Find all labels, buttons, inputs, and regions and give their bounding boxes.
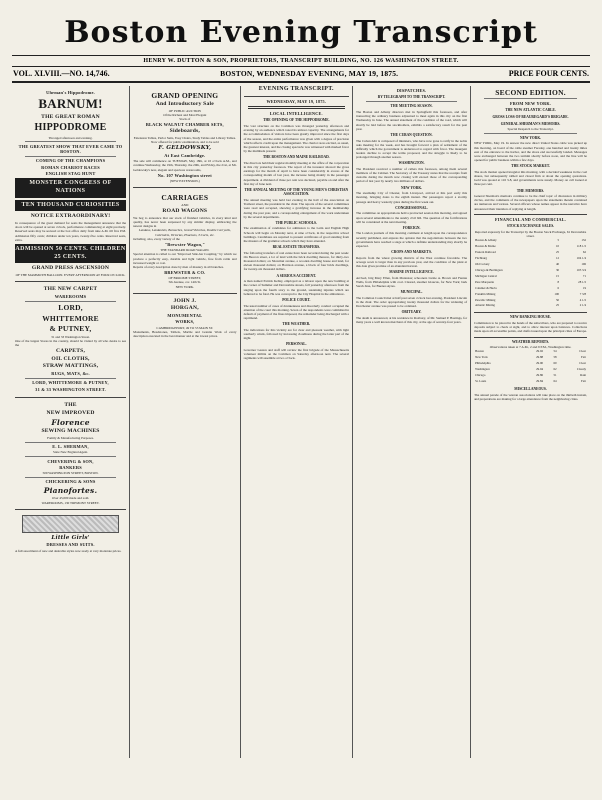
weather-sky: Clear xyxy=(579,349,586,354)
brewster-address: OF BROOME STREET, xyxy=(168,276,202,281)
stock-shares: 50 xyxy=(555,297,560,302)
news-headline: A SERIOUS ACCIDENT. xyxy=(276,273,317,278)
stock-name: Boston & Albany xyxy=(475,237,497,242)
news-headline: OBITUARY. xyxy=(401,310,422,315)
florence-head-1: THE xyxy=(64,401,77,408)
ad-grand-ascension: GRAND PRESS ASCENSION xyxy=(31,265,110,272)
florence-head-4: SEWING MACHINES xyxy=(41,428,100,435)
paper-title: Boston Evening Transcript xyxy=(64,15,538,50)
horgan-head-1: JOHN J. xyxy=(173,297,197,304)
news-headline: THE OPENING OF THE HIPPODROME. xyxy=(263,118,330,123)
auction-address: No. 107 Washington street xyxy=(157,172,212,178)
dispatches-head: DISPATCHES. xyxy=(396,88,427,93)
weather-note: Observations taken at 7 A.M., 2 and 9 P.M., Washington time. xyxy=(489,345,572,350)
issue-date: WEDNESDAY, MAY 19, 1875. xyxy=(266,98,327,104)
divider xyxy=(25,477,116,478)
price-label: PRICE FOUR CENTS. xyxy=(508,69,589,78)
from-new-york-head: FROM NEW YORK. xyxy=(509,101,552,106)
auction-line-1: Of the Richest and Most Elegant xyxy=(163,112,207,117)
carpet-address: 31 and 33 Washington Street. xyxy=(51,334,90,339)
weather-sky: Fair xyxy=(581,355,586,360)
weather-temp: 54 xyxy=(553,349,557,354)
auction-sub: OF PUBLIC AUCTION xyxy=(168,108,201,113)
column-5 xyxy=(470,86,590,758)
auction-extension: (NEW EXTENSION.) xyxy=(169,179,200,184)
financial-commercial-head: FINANCIAL AND COMMERCIAL. xyxy=(495,216,567,222)
stock-price: 2 1/4 xyxy=(579,303,586,308)
divider xyxy=(25,156,116,157)
divider xyxy=(484,133,577,134)
brewster-city: NEW YORK. xyxy=(175,284,194,289)
weather-bar: 29.90 xyxy=(536,361,544,366)
page-columns xyxy=(12,86,590,758)
banking-house-body: Commission to be placed in the hands of the subscribers, who are prepared to receive deposits subject to check at sight, and to allow interest upon balances. Collections made upon all accessible points, and drafts issued upon the principal cities of Europe. xyxy=(474,321,587,334)
ad-little-girls-dresses[interactable] xyxy=(15,510,126,557)
news-body: The steamship City of Chester, from Liverpool, arrived at this port early this morning, bringing dates to the eighth instant. Her passengers report a stormy passage and heavy westerly gales during the first week out. xyxy=(356,191,468,204)
grand-opening-head: GRAND OPENING xyxy=(151,90,219,100)
ad-hippodrome-title: HIPPODROME xyxy=(34,122,107,134)
news-headline: THE WEATHER. xyxy=(282,322,311,327)
auction-line-4: Now offered for public examination, and to be sold xyxy=(151,140,219,145)
carriages-head: CARRIAGES xyxy=(161,192,209,202)
news-item xyxy=(356,133,467,159)
divider xyxy=(25,378,116,379)
evening-transcript-head: EVENING TRANSCRIPT. xyxy=(244,86,349,97)
stock-name: Eastern Railroad xyxy=(475,249,496,254)
local-intelligence-head: LOCAL INTELLIGENCE. xyxy=(269,111,323,117)
ad-notice-body: In consequence of the great demand for seats the management announce that the doors will be opened at seven o'clock, performance commencing at eight precisely. Reserved seats may be secured at the box office daily from nine A.M. till five P.M. Admission fifty cents; children under ten years, twenty-five cents. Reserved seats, extra. xyxy=(15,221,127,242)
bank-agent-3: 509 WASHINGTON STREET, BOSTON. xyxy=(42,471,99,476)
carpet-list-2: OIL CLOTHS, xyxy=(51,355,90,362)
stock-shares: 30 xyxy=(555,267,560,272)
news-item xyxy=(244,118,349,153)
ad-carpet-warerooms[interactable] xyxy=(15,282,126,398)
news-headline: FOREIGN. xyxy=(402,225,421,230)
news-body: The London journals of this morning comment at length upon the correspondence recently published, and express the opinion that the negotiations between the two governments have reached a stage at which a definite understanding may shortly be expected. xyxy=(356,231,468,248)
news-item xyxy=(244,322,349,340)
stock-price: 28 1/2 xyxy=(578,279,586,284)
news-body: The annual meeting was held last evening in the hall of the association on Tremont street, the president in the chair. The reports of the several committees were read and accepted, showing a gratifying increase in the membership during the past year, and a corresponding enlargement of the work undertaken by the several departments. xyxy=(243,198,349,219)
ad-block-3: ENGLISH STAG HUNT xyxy=(45,171,96,177)
stock-price: 62 xyxy=(582,249,586,254)
brewster-body-3: Repairs of every description done by men of mastery in all branches. xyxy=(133,264,224,269)
stock-report-note: Reported expressly for the Transcript by the Boston Stock Exchange, 61 Devonshire street. xyxy=(474,229,587,238)
news-body: The Cuban debt is composed of ministers, who have now gone to ratify in the noble asks meeting for the week, and has brought forward a plan of settlement of the difficulty which the government is understood to regard with favor. The insurgent leaders decline to accept the terms proposed, and the struggle is likely to be prolonged through another season. xyxy=(356,138,468,160)
carpet-firm-3: & PUTNEY, xyxy=(49,324,92,334)
stock-shares: 8 xyxy=(557,279,560,284)
column-2 xyxy=(129,86,240,758)
weather-sky: Clear xyxy=(579,361,586,366)
carpet-list-1: CARPETS, xyxy=(55,347,86,354)
brewster-signature: BREWSTER & CO. xyxy=(164,270,206,276)
news-headline: THE PUBLIC SCHOOLS. xyxy=(275,220,317,225)
stock-name: Franklin Mining xyxy=(475,291,496,296)
stock-price: 118 1/2 xyxy=(576,243,586,248)
ad-headline-barnum: BARNUM! xyxy=(38,96,103,112)
horgan-address: CAMBRIDGEPORT, 49 TO 53 MAIN ST. xyxy=(156,325,214,330)
news-body: Governor Gaston and staff will review the first brigade of the Massachusetts volunteer militia on the Common on Saturday afternoon next. The several regiments will assemble at two o'clock. xyxy=(243,347,349,361)
stock-shares: 25 xyxy=(555,303,560,308)
divider xyxy=(474,214,587,215)
stock-name: Michigan Central xyxy=(475,273,497,278)
news-body: The directors held their regular monthly meeting at the office of the corporation in this city yesterday forenoon. The report of the treasurer showed the gross earnings for the month of April to have been considerably in excess of the corresponding month of last year, the increase being mainly in the passenger department. A dividend of three per cent was declared, payable on and after the first day of June next. xyxy=(243,160,349,186)
weather-bar: 29.88 xyxy=(536,355,544,360)
news-headline: THE STOCK MARKET. xyxy=(511,164,550,169)
news-item xyxy=(356,206,467,224)
stock-name: Boston & Maine xyxy=(475,243,496,248)
atlantic-cable-head: THE NEW ATLANTIC CABLE. xyxy=(505,108,556,113)
brewster-body-2: Special attention is called to our "Improved Side-bar Coupling," by which we produce a perfectly easy, durable and light vehicle, free from rattle and increased weight or cost. xyxy=(133,252,237,265)
news-headline: THE BOSTON AND MAINE RAILROAD. xyxy=(263,155,330,160)
news-item xyxy=(244,188,349,219)
ad-grand-opening-auction[interactable] xyxy=(133,86,237,188)
ad-florence-sewing[interactable] xyxy=(15,398,126,510)
weather-temp: 58 xyxy=(553,355,557,360)
horgan-body: Monuments, Headstones, Tablets, Marble and Granite Work of every description executed in the best manner and at the lowest prices. xyxy=(133,329,237,338)
stock-shares: 15 xyxy=(555,273,560,278)
weather-temp: 51 xyxy=(553,373,557,378)
florence-head-3: Florence xyxy=(51,417,90,427)
chickering-address: WAREROOMS, 130 TREMONT STREET. xyxy=(41,500,100,505)
florence-agent-2: State New England Agent. xyxy=(53,450,89,455)
carpet-list-3: STRAW MATTINGS, xyxy=(42,363,99,370)
weather-sky: Cloudy xyxy=(576,367,586,372)
ad-tagline: Thronged afternoon and evening. xyxy=(48,135,93,140)
news-headline: MARINE INTELLIGENCE. xyxy=(389,270,434,275)
weather-bar: 29.92 xyxy=(536,349,544,354)
ad-block-2: ROMAN CHARIOT RACES xyxy=(41,164,100,170)
weather-sky: Fair xyxy=(581,378,586,383)
news-item xyxy=(474,387,587,401)
little-girls-head: Little Girls' xyxy=(51,534,90,541)
ad-block-5: TEN THOUSAND CURIOSITIES xyxy=(15,200,126,212)
stock-price: 71 xyxy=(582,273,586,278)
ad-notice-head: NOTICE EXTRAORDINARY! xyxy=(30,213,111,220)
weather-city: Boston xyxy=(475,349,484,354)
news-body: The vast structure on the Common was thronged yesterday afternoon and evening by an audience which taxed its utmost capacity. The arrangements for the accommodation of visitors have been greatly improved since the first days of the season, and the entire performance was given with a degree of precision which reflects credit upon the management. The chariot races excited, as usual, the greatest interest, and the closing spectacle was witnessed with marked favor by the multitude present. xyxy=(243,124,349,154)
introductory-sale-head: And Introductory Sale xyxy=(155,101,214,107)
florence-sub: Family & Manufacturing Purposes. xyxy=(47,436,94,441)
masthead-subline: HENRY W. DUTTON & SON, PROPRIETORS, TRANSCRIPT BUILDING, NO. 126 WASHINGTON STREET. xyxy=(12,55,590,67)
news-item xyxy=(356,186,467,204)
weather-reports-head: WEATHER REPORTS. xyxy=(511,339,550,344)
carpet-head-2: WAREROOMS xyxy=(54,293,87,299)
news-body: The President received a number of callers this forenoon, among them several members of the Cabinet. The Secretary of the Treasury states that the receipts from customs during the month now closing will exceed those of the corresponding period of last year by nearly two millions of dollars. xyxy=(356,166,468,184)
carriages-list: Landaus, Landaulets, Barouches, Grand Victorias, Double Carryalls, Cabriolets, Victorias, Phaetons, T-Carts, etc. xyxy=(138,228,231,237)
stock-shares: 5 xyxy=(557,237,560,242)
carpet-list-4: RUGS, MATS, &c. xyxy=(51,371,90,377)
divider xyxy=(25,141,116,142)
auction-line-3: Extension Tables, Parlor Suits, Easy Chairs, Study Tables and Library Tables. xyxy=(133,136,236,141)
news-body: The committee on appropriations held a protracted session this morning, and agreed upon several amendments to the sundry civil bill. The question of the fortifications will be considered at the next meeting. xyxy=(356,211,468,224)
stock-shares: 6 xyxy=(557,285,560,290)
auction-line-2: Stock of xyxy=(179,116,191,121)
news-body: The death is announced, at his residence in Roxbury, of Mr. Samuel P. Hastings, for many years a well known merchant of this city, at the age of seventy-four years. xyxy=(356,316,468,325)
news-headline: NEW YORK. xyxy=(520,135,542,140)
dress-illustration xyxy=(22,515,120,533)
news-body: The usual number of cases of drunkenness and disorderly conduct occupied the attention of the court this morning. Seven of the respondents were committed in default of payment of the fines imposed, the remainder being discharged with a reprimand. xyxy=(243,303,349,321)
weather-bar: 29.94 xyxy=(536,367,544,372)
ad-subhead: THE GREAT ROMAN xyxy=(41,113,100,120)
carpet-foot-1: LORD, WHITTEMORE & PUTNEY, xyxy=(32,380,109,386)
news-item xyxy=(244,221,349,243)
banking-house-head: NEW BANKING HOUSE. xyxy=(510,315,552,320)
carriages-and: AND xyxy=(181,203,189,208)
stock-price: 103 3/4 xyxy=(576,267,586,272)
stock-name: Old Colony xyxy=(475,261,490,266)
bank-agent-2: BANKERS xyxy=(59,464,82,470)
news-item xyxy=(356,270,467,288)
little-girls-body: A full assortment of new and desirable styles now ready at very moderate prices. xyxy=(15,548,122,553)
special-despatch-note: Special Despatch to the Transcript. xyxy=(507,127,554,132)
news-headline: MUNICIPAL. xyxy=(400,290,423,295)
stock-price: 104 1/4 xyxy=(576,255,586,260)
column-4 xyxy=(352,86,470,758)
stock-shares: 40 xyxy=(555,261,560,266)
divider xyxy=(474,337,587,338)
weather-table xyxy=(474,349,587,385)
weather-temp: 62 xyxy=(553,367,557,372)
news-body: The indications for this vicinity are for clear and pleasant weather, with light southerly winds, followed by increasing cloudiness during the latter part of the night. xyxy=(243,327,349,341)
weather-city: St. Louis xyxy=(475,378,487,383)
florence-head-2: NEW IMPROVED xyxy=(46,409,95,416)
news-item xyxy=(244,245,349,271)
carpet-firm-2: WHITTEMORE xyxy=(42,313,99,323)
news-headline: CONGRESSIONAL. xyxy=(395,205,428,210)
stock-price: 7 3/8 xyxy=(579,291,586,296)
weather-table-body xyxy=(474,349,587,385)
news-body: The examination of candidates for admission to the Latin and English High Schools will begin on Monday next, at nine o'clock, in the respective school buildings. Candidates are required to present certificates of good standing from the masters of the grammar schools which they have attended. xyxy=(243,226,349,243)
brewster-standard: THE STANDARD ROAD WAGON. xyxy=(160,248,210,253)
weather-city: New York xyxy=(475,355,488,360)
ad-carriages-road-wagons[interactable] xyxy=(133,188,237,294)
weather-bar: 29.84 xyxy=(536,378,544,383)
news-body: The Boston and Albany directors met in Springfield this forenoon, and after transacting the ordinary business adjourned to meet again in this city on the first Wednesday in June. The annual statement of the condition of the road, which will shortly be laid before the stockholders, exhibits a satisfactory result for the past year. xyxy=(356,110,468,131)
news-body: The annual parade of the veteran associations will take place on the thirtieth instant, and preparations are making for a large attendance from the neighboring cities. xyxy=(474,392,587,401)
news-item xyxy=(474,164,587,186)
weather-bar: 29.86 xyxy=(536,373,544,378)
dispatches-sub: BY TELEGRAPH TO THE TRANSCRIPT. xyxy=(377,95,446,100)
news-item xyxy=(244,274,349,296)
brewster-address-2: 5th Avenue, cor. 14th St. xyxy=(168,280,202,285)
chickering-count: Over 45,000 made and sold. xyxy=(51,496,90,501)
news-headline: NEW YORK. xyxy=(401,185,423,190)
column-1 xyxy=(12,86,129,758)
stock-table xyxy=(474,238,587,309)
news-item xyxy=(356,250,467,268)
carriages-tail: including, also, every variety of the xyxy=(133,236,180,241)
stock-table-body xyxy=(474,238,587,309)
news-body: A man named Patrick Kelley, employed as a laborer upon the new building at the corner of Summer and Devonshire streets, fell yesterday afternoon from the staging upon the fourth story to the ground, sustaining injuries which are believed to be fatal. He was conveyed to the City Hospital in the ambulance. xyxy=(243,279,349,296)
beauregard-head: GROSS LOSS OF BEAUREGARD'S BRIGADE. xyxy=(492,114,569,119)
stock-shares: 100 xyxy=(554,291,560,296)
florence-agent-1: E. L. SHERMAN, xyxy=(52,444,89,450)
news-headline: THE MEMOIRS. xyxy=(516,188,545,193)
weather-sky: Rain xyxy=(580,373,586,378)
ad-horgan-monuments[interactable] xyxy=(133,294,237,342)
horgan-head-4: WORKS, xyxy=(175,319,195,325)
weather-city: Chicago xyxy=(475,373,486,378)
weather-temp: 64 xyxy=(553,378,557,383)
table-row xyxy=(474,379,587,385)
news-body: The stock market opened irregular this morning, with a decided weakness in the coal shares, but subsequently rallied and closed firm at about the opening quotations. Gold was quoted at 116 3-8, and governments were steady. Money on call loaned at three per cent. xyxy=(474,169,587,187)
news-item xyxy=(356,226,467,248)
divider xyxy=(484,98,577,99)
little-girls-sub: DRESSES AND SUITS. xyxy=(46,542,95,548)
divider xyxy=(474,312,587,313)
news-body: General Sherman's memoirs continue to be the chief topic of discussion in military circles, and the comments of the newspapers upon the statements therein contained are numerous and various. Several officers whose names appear in the narrative have announced their intention of replying at length. xyxy=(474,194,587,211)
ad-hippodrome[interactable] xyxy=(15,86,126,282)
news-headline: THE CUBAN QUESTION. xyxy=(390,132,433,137)
carpet-foot-2: 31 & 33 WASHINGTON STREET. xyxy=(35,386,106,392)
chickering-head: CHICKERING & SONS xyxy=(45,479,96,485)
ad-grand-sub: OF THE MAMMOTH BALLOON. EVERY AFTERNOON AT FOUR O'CLOCK. xyxy=(15,272,126,277)
stock-exchange-sales-head: STOCK EXCHANGE SALES. xyxy=(506,224,555,229)
ad-block-4: MONSTER CONGRESS OF NATIONS xyxy=(15,178,126,197)
news-body: The Common Council met at half past seven o'clock last evening, President Lincoln in the chair. The order appropriating twenty thousand dollars for the widening of Dorchester avenue was passed to be ordained. xyxy=(356,295,468,309)
stock-name: Atlantic Mining xyxy=(475,303,495,308)
stock-price: 19 xyxy=(582,285,586,290)
stock-name: Pere Marquette xyxy=(475,279,495,284)
sideboards-head: Sideboards, xyxy=(169,128,200,135)
news-item xyxy=(474,189,587,211)
stock-price: 4 1/2 xyxy=(579,297,586,302)
news-item xyxy=(244,298,349,320)
news-item xyxy=(244,342,349,360)
volume-number: VOL. XLVIII.—NO. 14,746. xyxy=(13,69,110,78)
stock-name: Chicago & Burlington xyxy=(475,267,503,272)
stock-shares: 25 xyxy=(555,249,560,254)
road-wagons-head: ROAD WAGONS xyxy=(162,208,208,215)
stock-price: 106 xyxy=(581,261,586,266)
news-headline: MISCELLANEOUS. xyxy=(514,386,547,391)
place-date: BOSTON, WEDNESDAY EVENING, MAY 19, 1875. xyxy=(220,69,399,78)
divider xyxy=(25,442,116,443)
auctioneer-name: F. GELDOWSKY, xyxy=(158,145,212,152)
news-headline: PERSONAL. xyxy=(286,342,307,347)
stock-price: 132 xyxy=(581,237,586,242)
weather-temp: 60 xyxy=(553,361,557,366)
weather-city: Washington xyxy=(475,367,490,372)
horgan-head-2: HORGAN, xyxy=(170,305,199,312)
news-body: Reports from the wheat growing districts of the West continue favorable. The acreage sown is larger than in any previous year, and the condition of the plant at this date gives promise of an abundant harvest. xyxy=(356,255,468,269)
news-headline: POLICE COURT. xyxy=(282,297,311,302)
ad-admission: ADMISSION 50 CENTS. CHILDREN 25 CENTS. xyxy=(15,244,126,263)
chamber-sets-head: BLACK WALNUT CHAMBER SETS, xyxy=(145,122,224,128)
column-3 xyxy=(240,86,352,758)
stock-shares: 10 xyxy=(555,243,560,248)
news-body: Arrived, brig Mary Ellen, from Matanzas; schooners Lizzie A. Brown and Fannie Wells, from Philadelphia with coal. Cleared, steamer Glaucus, for New York; bark Sarah Jane, for Buenos Ayres. xyxy=(356,275,468,289)
carpet-firm-1: LORD, xyxy=(58,303,83,313)
news-headline: THE MEETING SEASON. xyxy=(390,104,433,109)
bank-agent-1: CHEVERING & SON, xyxy=(47,458,94,464)
carpet-head-1: THE NEW CARPET xyxy=(43,286,98,293)
news-body: NEW YORK, May 19. In answer the new direct United States cable was picked up this morning, on board of the cable steamer Faraday, one hundred and twenty miles east of the entrance to the harbor, and the shore end successfully landed. Messages were exchanged between the two termini shortly before noon, and the line will be opened for public business within a few days. xyxy=(474,141,587,163)
volume-line xyxy=(12,67,590,83)
news-item xyxy=(474,136,587,162)
news-headline: CROPS AND MARKETS. xyxy=(391,250,432,255)
table-row xyxy=(474,303,587,309)
news-body: The following transfers of real estate have been recorded during the past week: On Beacon street, a lot of land with the brick dwelling thereon, for thirty-two thousand dollars; on Shawmut avenue, a wooden dwelling house and land, for eleven thousand dollars; on Harrison avenue, a block of four brick dwellings, for twenty-six thousand dollars. xyxy=(243,250,349,272)
stock-name: Pewabic Mining xyxy=(475,297,496,302)
brewster-wagon-head: "Brewster Wagon," xyxy=(164,241,206,247)
divider xyxy=(248,106,345,109)
divider xyxy=(366,101,457,102)
news-item xyxy=(356,290,467,308)
stock-shares: 12 xyxy=(555,255,560,260)
news-headline: WASHINGTON. xyxy=(398,161,425,166)
ad-line: THE GREATEST SHOW THAT EVER CAME TO BOSTON. xyxy=(18,143,123,155)
news-item xyxy=(356,161,467,183)
auction-body: The sale will commence on TUESDAY, May 18th, at 10 o'clock A.M., and continue Wednesday, the 19th, Thursday, the 20th, and Friday, the 21st, at Mr. Geldowsky's new, elegant and spacious warerooms, xyxy=(133,159,237,172)
carriages-body: We beg to announce that our stock of finished vehicles, in every kind and quality, has never been surpassed by any similar display, embracing the newest designs in xyxy=(133,215,237,229)
weather-city: Philadelphia xyxy=(475,361,491,366)
ad-block-1: COMING OF THE CHAMPIONS xyxy=(35,158,106,164)
divider xyxy=(25,456,116,457)
chickering-pianos: Pianofortes. xyxy=(43,485,98,495)
stock-name: Calumet & Hecla xyxy=(475,285,497,290)
second-edition-head: SECOND EDITION. xyxy=(495,87,566,97)
news-item xyxy=(244,155,349,186)
divider xyxy=(25,301,116,302)
stock-name: Fitchburg xyxy=(475,255,488,260)
auctioneer-place: At East Cambridge. xyxy=(164,152,206,158)
carpet-body: One of the largest Stores in the country, should be visited by all who desire to see the xyxy=(15,338,127,347)
ad-kicker: Uhrman's Hippodrome. xyxy=(46,90,95,95)
news-item xyxy=(356,310,467,324)
masthead-title xyxy=(12,10,590,52)
news-item xyxy=(356,104,467,130)
horgan-head-3: MONUMENTAL xyxy=(167,313,203,319)
sherman-memoirs-head: GENERAL SHERMAN'S MEMOIRS. xyxy=(500,121,561,126)
news-headline: REAL ESTATE TRANSFERS. xyxy=(272,245,321,250)
news-headline: THE ANNUAL MEETING OF THE YOUNG MEN'S CHRISTIAN ASSOCIATION. xyxy=(244,187,349,197)
